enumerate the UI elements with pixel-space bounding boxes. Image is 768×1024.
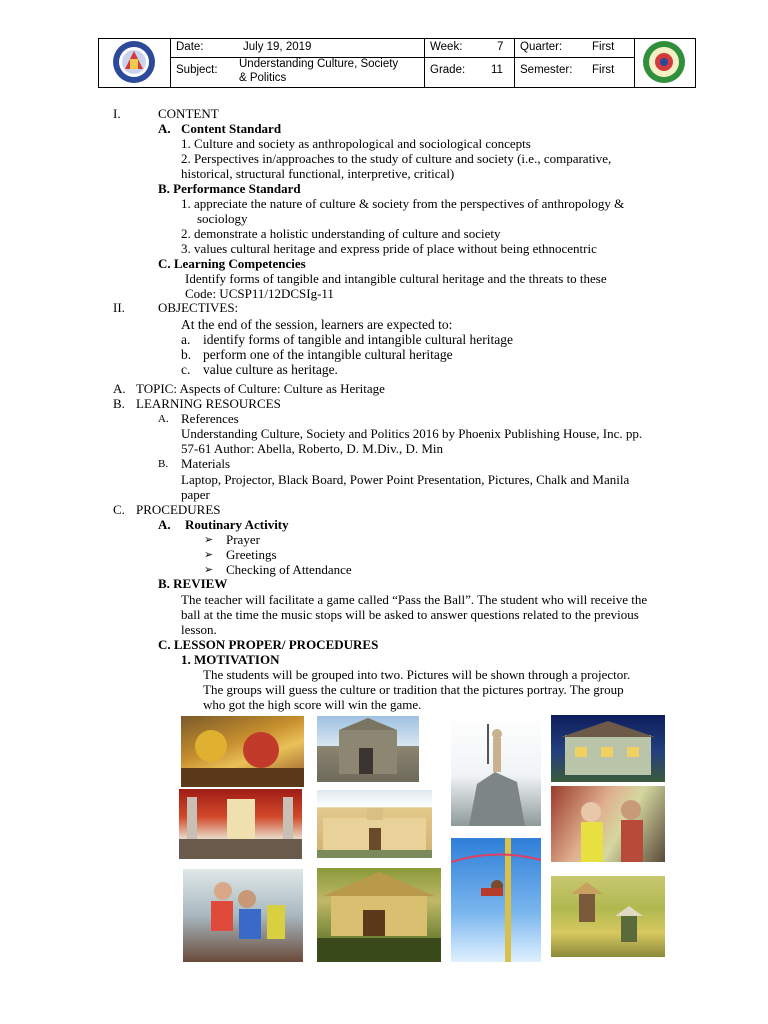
performance-standard-item: sociology — [197, 211, 248, 226]
performance-standard-item: 1. appreciate the nature of culture & society from the perspectives of anthropology & — [181, 196, 625, 211]
bullet-arrow-icon: ➢ — [204, 549, 214, 561]
performance-standard-item: 3. values cultural heritage and express pride of place without being ethnocentric — [181, 241, 597, 256]
learning-competency-code: Code: UCSP11/12DCSIg-11 — [185, 286, 334, 301]
learning-competencies-title: C. Learning Competencies — [158, 256, 306, 271]
quarter-label: Quarter: — [520, 41, 563, 53]
topic-text: TOPIC: Aspects of Culture: Culture as Heritage — [136, 381, 385, 396]
content-standard-item: 1. Culture and society as anthropological and sociological concepts — [181, 136, 531, 151]
content-standard-item: 2. Perspectives in/approaches to the study of culture and society (i.e., comparative, — [181, 151, 612, 166]
content-standard-marker: A. — [158, 121, 171, 136]
objective-item: perform one of the intangible cultural heritage — [203, 347, 453, 362]
routinary-item: Prayer — [226, 532, 260, 547]
objective-marker: b. — [181, 347, 192, 362]
references-marker: A. — [158, 413, 169, 425]
reference-line: 57-61 Author: Abella, Roberto, D. M.Div., D. Min — [181, 441, 444, 456]
semester-value: First — [592, 64, 615, 76]
content-standard-item: historical, structural functional, interpretive, critical) — [181, 166, 455, 181]
church-altar-photo — [179, 789, 302, 859]
materials-marker: B. — [158, 458, 169, 470]
monument-statue-photo — [451, 714, 541, 826]
children-games-photo — [183, 869, 303, 962]
header-table — [98, 38, 696, 88]
objective-marker: c. — [181, 362, 191, 377]
colonial-building-photo — [317, 790, 432, 858]
subject-value: Understanding Culture, Society & Politics — [239, 58, 399, 84]
review-line: lesson. — [181, 622, 217, 637]
greased-pole-photo — [451, 838, 541, 962]
routinary-item: Checking of Attendance — [226, 562, 352, 577]
objective-item: value culture as heritage. — [203, 362, 338, 377]
materials-line: paper — [181, 487, 210, 502]
routinary-item: Greetings — [226, 547, 277, 562]
old-church-photo — [317, 716, 419, 782]
reference-line: Understanding Culture, Society and Politics 2016 by Phoenix Publishing House, Inc. pp. — [181, 426, 643, 441]
learning-competency-text: Identify forms of tangible and intangible cultural heritage and the threats to these — [185, 271, 607, 286]
performance-standard-item: 2. demonstrate a holistic understanding of culture and society — [181, 226, 501, 241]
content-heading: CONTENT — [158, 106, 219, 121]
content-standard-title: Content Standard — [181, 121, 282, 136]
resources-marker: B. — [113, 396, 125, 411]
routinary-marker: A. — [158, 517, 171, 532]
objective-item: identify forms of tangible and intangible cultural heritage — [203, 332, 514, 347]
bahay-kubo-photo — [317, 868, 441, 962]
motivation-line: The students will be grouped into two. Pictures will be shown through a projector. — [203, 667, 631, 682]
resources-heading: LEARNING RESOURCES — [136, 396, 281, 411]
topic-marker: A. — [113, 381, 126, 396]
week-value: 7 — [497, 41, 504, 53]
section-numeral-2: II. — [113, 300, 125, 315]
objective-marker: a. — [181, 332, 191, 347]
date-value: July 19, 2019 — [243, 41, 312, 53]
review-title: B. REVIEW — [158, 576, 228, 591]
materials-line: Laptop, Projector, Black Board, Power Point Presentation, Pictures, Chalk and Manila — [181, 472, 630, 487]
bullet-arrow-icon: ➢ — [204, 534, 214, 546]
grade-value: 11 — [491, 64, 503, 76]
school-seal — [635, 39, 694, 86]
procedures-heading: PROCEDURES — [136, 502, 221, 517]
section-numeral-1: I. — [113, 106, 121, 121]
bullet-arrow-icon: ➢ — [204, 564, 214, 576]
elders-greeting-photo — [551, 786, 665, 862]
review-line: ball at the time the music stops will be asked to answer questions related to the previous — [181, 607, 639, 622]
motivation-line: The groups will guess the culture or tradition that the pictures portray. The group — [203, 682, 624, 697]
festival-dancers-photo — [181, 716, 304, 787]
week-label: Week: — [430, 41, 463, 53]
review-line: The teacher will facilitate a game called “Pass the Ball”. The student who will receive the — [181, 592, 648, 607]
semester-label: Semester: — [520, 64, 573, 76]
motivation-title: 1. MOTIVATION — [181, 652, 280, 667]
date-label: Date: — [176, 41, 204, 53]
performance-standard-title: B. Performance Standard — [158, 181, 301, 196]
references-title: References — [181, 411, 239, 426]
grade-label: Grade: — [430, 64, 466, 76]
deped-seal — [99, 39, 170, 86]
materials-title: Materials — [181, 456, 231, 471]
routinary-title: Routinary Activity — [185, 517, 289, 532]
objectives-intro: At the end of the session, learners are expected to: — [181, 317, 453, 332]
motivation-line: who got the high score will win the game. — [203, 697, 422, 712]
heritage-house-photo — [551, 715, 665, 782]
quarter-value: First — [592, 41, 615, 53]
rice-farmers-photo — [551, 876, 665, 957]
lesson-proper-title: C. LESSON PROPER/ PROCEDURES — [158, 637, 379, 652]
procedures-marker: C. — [113, 502, 125, 517]
subject-label: Subject: — [176, 64, 218, 76]
objectives-heading: OBJECTIVES: — [158, 300, 239, 315]
